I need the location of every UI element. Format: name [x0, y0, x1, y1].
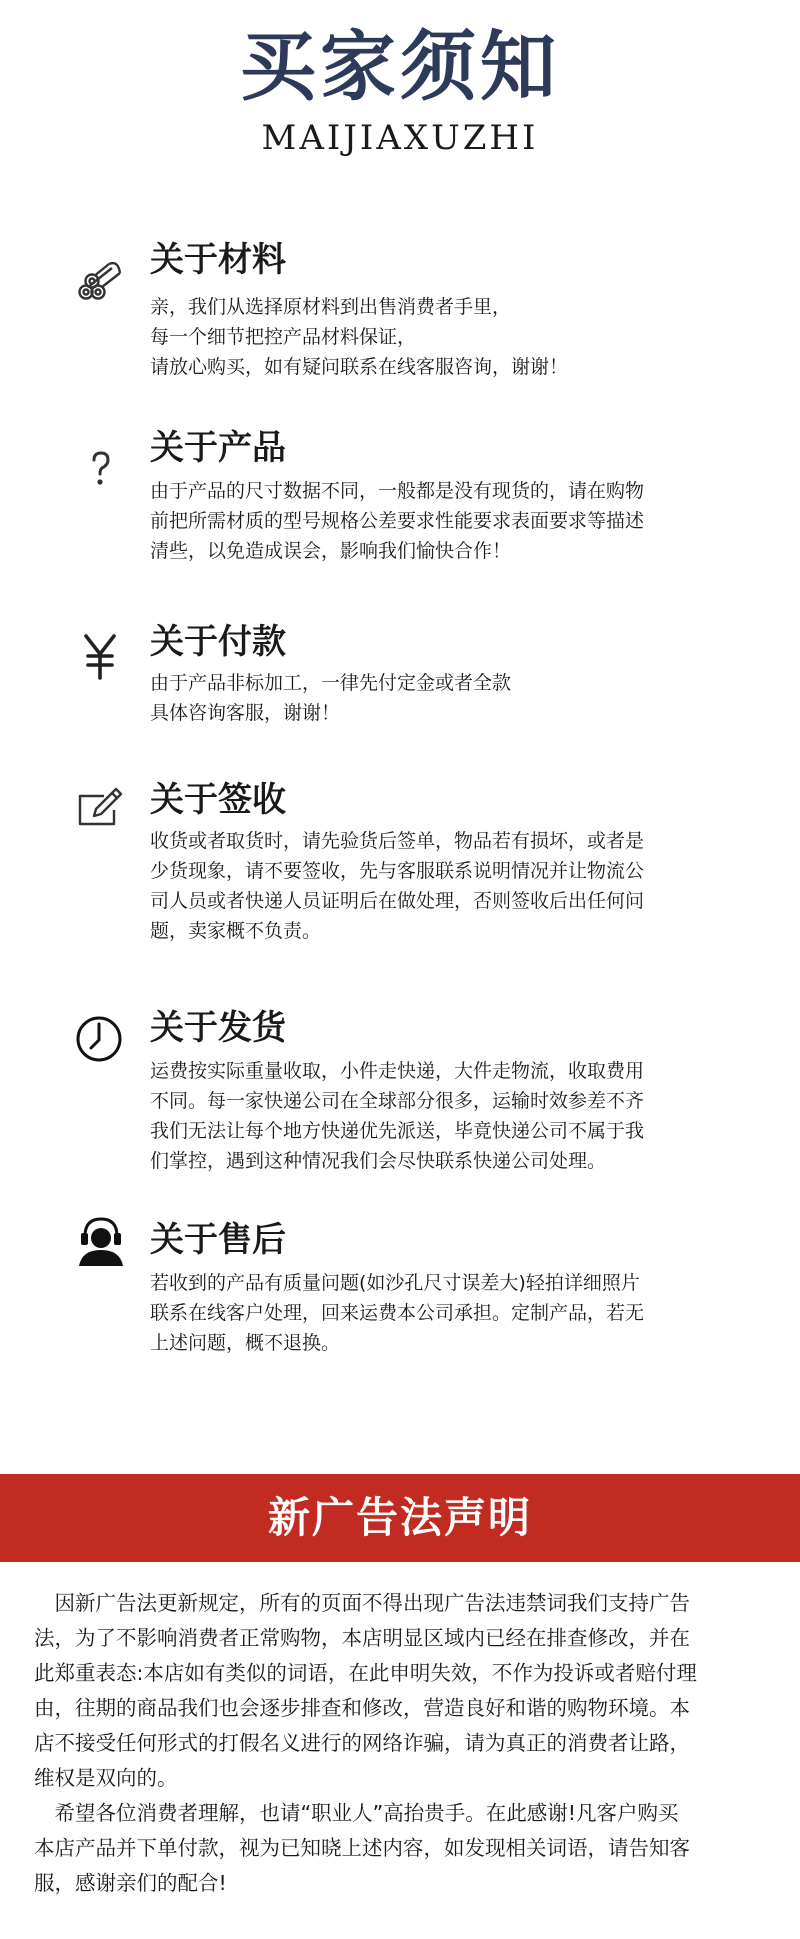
body-line: 司人员或者快递人员证明后在做处理，否则签收后出任何问	[150, 890, 645, 912]
section-body	[150, 668, 710, 728]
notice-line: 此郑重表态:本店如有类似的词语，在此申明失效，不作为投诉或者赔付理	[34, 1661, 697, 1685]
headset-icon	[74, 1214, 128, 1268]
question-icon	[74, 446, 128, 500]
section-title: 关于产品	[150, 428, 286, 468]
body-line: 题，卖家概不负责。	[150, 920, 322, 942]
section-title: 关于签收	[150, 780, 286, 820]
ad-law-notice	[34, 1586, 774, 1901]
notice-line: 店不接受任何形式的打假名义进行的网络诈骗，请为真正的消费者让路，	[34, 1731, 690, 1755]
section-body	[150, 1056, 710, 1176]
yen-icon	[74, 630, 128, 684]
sign-icon	[74, 784, 128, 838]
body-line: 联系在线客户处理，回来运费本公司承担。定制产品，若无	[150, 1302, 645, 1324]
body-line: 由于产品的尺寸数据不同，一般都是没有现货的，请在购物	[150, 480, 645, 502]
body-line: 亲，我们从选择原材料到出售消费者手里，	[150, 296, 512, 318]
page-subtitle: MAIJIAXUZHI	[261, 118, 539, 158]
body-line: 若收到的产品有质量问题(如沙孔尺寸误差大)轻拍详细照片	[150, 1272, 640, 1294]
body-line: 由于产品非标加工，一律先付定金或者全款	[150, 672, 512, 694]
ad-law-banner	[0, 1474, 800, 1562]
body-line: 我们无法让每个地方快递优先派送，毕竟快递公司不属于我	[150, 1120, 645, 1142]
body-line: 请放心购买，如有疑问联系在线客服咨询，谢谢！	[150, 356, 569, 378]
body-line: 少货现象，请不要签收，先与客服联系说明情况并让物流公	[150, 860, 645, 882]
clock-icon	[74, 1012, 128, 1066]
page-header	[0, 0, 800, 200]
notice-line: 由，往期的商品我们也会逐步排查和修改，营造良好和谐的购物环境。本	[34, 1696, 690, 1720]
section-title: 关于售后	[150, 1220, 286, 1260]
pipes-icon	[74, 252, 128, 306]
section-body	[150, 1268, 710, 1358]
notice-line: 本店产品并下单付款，视为已知晓上述内容，如发现相关词语，请告知客	[34, 1836, 690, 1860]
section-title: 关于发货	[150, 1008, 286, 1048]
body-line: 们掌控，遇到这种情况我们会尽快联系快递公司处理。	[150, 1150, 607, 1172]
notice-line: 服，感谢亲们的配合!	[34, 1871, 227, 1895]
body-line: 具体咨询客服，谢谢！	[150, 702, 341, 724]
section-body	[150, 476, 710, 566]
section-title: 关于付款	[150, 622, 286, 662]
page-title: 买家须知	[240, 22, 560, 111]
body-line: 每一个细节把控产品材料保证，	[150, 326, 417, 348]
body-line: 上述问题，概不退换。	[150, 1332, 341, 1354]
notice-line: 法，为了不影响消费者正常购物，本店明显区域内已经在排查修改，并在	[34, 1626, 690, 1650]
body-line: 清些，以免造成误会，影响我们愉快合作！	[150, 540, 512, 562]
body-line: 不同。每一家快递公司在全球部分很多，运输时效参差不齐	[150, 1090, 645, 1112]
body-line: 前把所需材质的型号规格公差要求性能要求表面要求等描述	[150, 510, 645, 532]
body-line: 收货或者取货时，请先验货后签单，物品若有损坏，或者是	[150, 830, 645, 852]
body-line: 运费按实际重量收取，小件走快递，大件走物流，收取费用	[150, 1060, 645, 1082]
notice-line: 维权是双向的。	[34, 1766, 178, 1790]
section-body	[150, 292, 710, 382]
section-title: 关于材料	[150, 240, 286, 280]
banner-title: 新广告法声明	[267, 1493, 532, 1542]
notice-line: 因新广告法更新规定，所有的页面不得出现广告法违禁词我们支持广告	[34, 1591, 690, 1615]
notice-line: 希望各位消费者理解，也请“职业人”高抬贵手。在此感谢!凡客户购买	[34, 1801, 679, 1825]
section-body	[150, 826, 710, 946]
